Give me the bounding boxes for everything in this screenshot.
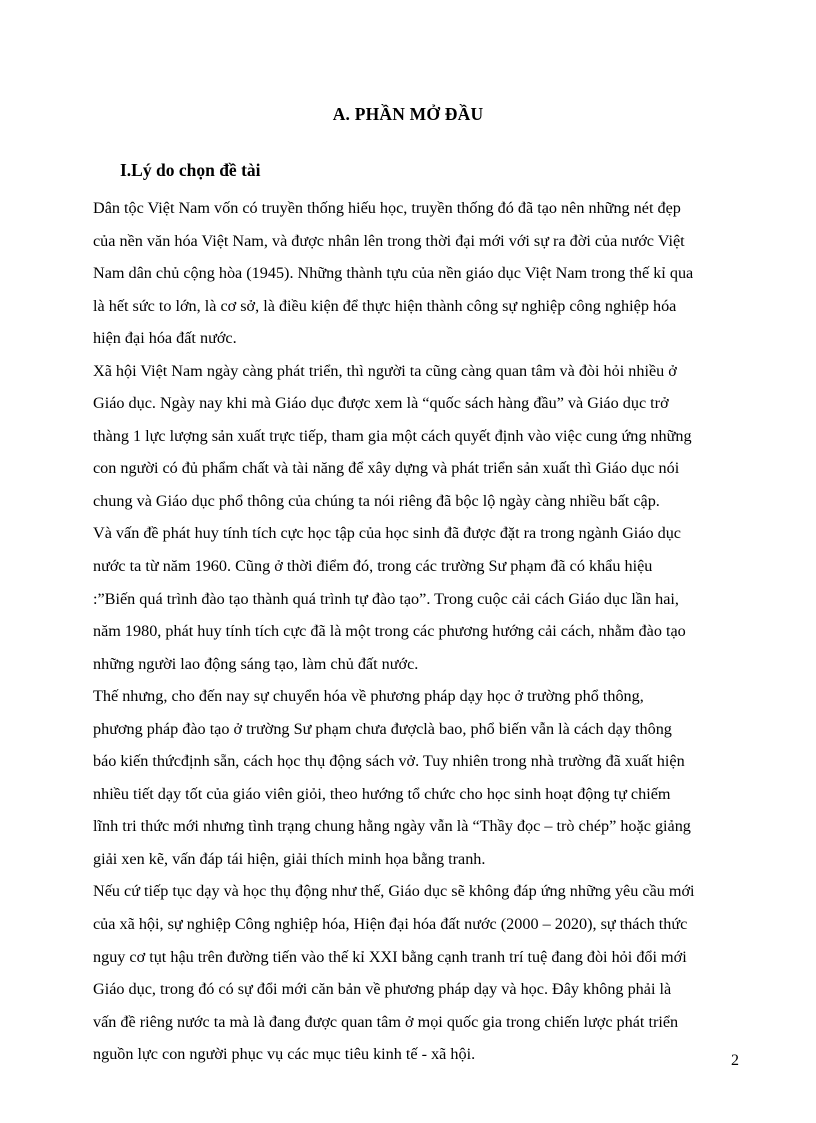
paragraph-line: :”Biến quá trình đào tạo thành quá trình tự đào tạo”. Trong cuộc cải cách Giáo dục lần hai, <box>93 589 679 608</box>
paragraph-line: nguồn lực con người phục vụ các mục tiêu kinh tế - xã hội. <box>93 1045 476 1064</box>
paragraph-line: Nam dân chủ cộng hòa (1945). Những thành tựu của nền giáo dục Việt Nam trong thế kỉ qua <box>93 264 694 283</box>
paragraph-line: của xã hội, sự nghiệp Công nghiệp hóa, Hiện đại hóa đất nước (2000 – 2020), sự thách thức <box>93 915 688 934</box>
paragraph-line: phương pháp đào tạo ở trường Sư phạm chưa đượclà bao, phổ biến vẫn là cách dạy thông <box>93 719 672 738</box>
paragraph-line: lĩnh tri thức mới nhưng tình trạng chung hằng ngày vẫn là “Thầy đọc – trò chép” hoặc giảng <box>93 817 691 836</box>
paragraph-line: chung và Giáo dục phổ thông của chúng ta nói riêng đã bộc lộ ngày càng nhiều bất cập. <box>93 491 660 510</box>
paragraph-line: Dân tộc Việt Nam vốn có truyền thống hiếu học, truyền thống đó đã tạo nên những nét đẹp <box>93 199 681 217</box>
paragraph-line: những người lao động sáng tạo, làm chủ đất nước. <box>93 654 419 673</box>
paragraph <box>93 192 749 355</box>
paragraph-line: hiện đại hóa đất nước. <box>93 329 237 348</box>
paragraph-line: Giáo dục, trong đó có sự đổi mới căn bản về phương pháp dạy và học. Đây không phải là <box>93 980 672 999</box>
paragraph-line: giải xen kẽ, vấn đáp tái hiện, giải thích minh họa bằng tranh. <box>93 849 486 868</box>
paragraph <box>93 875 749 1070</box>
paragraph-line: của nền văn hóa Việt Nam, và được nhân lên trong thời đại mới với sự ra đời của nước Việt <box>93 231 685 250</box>
paragraph <box>93 680 749 875</box>
paragraph-line: nguy cơ tụt hậu trên đường tiến vào thế kỉ XXI bằng cạnh tranh trí tuệ đang đòi hỏi đổi mới <box>93 947 687 966</box>
paragraph <box>93 517 749 680</box>
paragraph-line: vấn đề riêng nước ta mà là đang được quan tâm ở mọi quốc gia trong chiến lược phát triển <box>93 1012 679 1031</box>
paragraph-line: nước ta từ năm 1960. Cũng ở thời điểm đó, trong các trường Sư phạm đã có khẩu hiệu <box>93 557 653 576</box>
body-text <box>93 192 749 1071</box>
paragraph-line: Thế nhưng, cho đến nay sự chuyển hóa về phương pháp dạy học ở trường phổ thông, <box>93 687 644 706</box>
section-heading: I.Lý do chọn đề tài <box>120 160 261 180</box>
document-title: A. PHẦN MỞ ĐẦU <box>332 104 484 124</box>
paragraph-line: nhiều tiết dạy tốt của giáo viên giỏi, theo hướng tổ chức cho học sinh hoạt động tự chiếm <box>93 784 671 803</box>
paragraph-line: là hết sức to lớn, là cơ sở, là điều kiện để thực hiện thành công sự nghiệp công nghiệp hóa <box>93 296 677 315</box>
paragraph-line: năm 1980, phát huy tính tích cực đã là một trong các phương hướng cải cách, nhằm đào tạo <box>93 622 686 641</box>
paragraph-line: Nếu cứ tiếp tục dạy và học thụ động như thế, Giáo dục sẽ không đáp ứng những yêu cầu mới <box>93 882 695 901</box>
paragraph-line: Và vấn đề phát huy tính tích cực học tập của học sinh đã được đặt ra trong ngành Giáo dục <box>93 524 681 543</box>
paragraph <box>93 355 749 518</box>
paragraph-line: Xã hội Việt Nam ngày càng phát triển, thì người ta cũng càng quan tâm và đòi hỏi nhiều ở <box>93 361 677 380</box>
paragraph-line: con người có đủ phẩm chất và tài năng để xây dựng và phát triển sản xuất thì Giáo dục nói <box>93 459 680 478</box>
paragraph-line: thàng 1 lực lượng sản xuất trực tiếp, tham gia một cách quyết định vào việc cung ứng những <box>93 426 692 445</box>
page-number: 2 <box>731 1052 739 1069</box>
paragraph-line: Giáo dục. Ngày nay khi mà Giáo dục được xem là “quốc sách hàng đầu” và Giáo dục trở <box>93 394 669 413</box>
paragraph-line: báo kiến thứcđịnh sẵn, cách học thụ động sách vở. Tuy nhiên trong nhà trường đã xuất hiện <box>93 752 685 771</box>
